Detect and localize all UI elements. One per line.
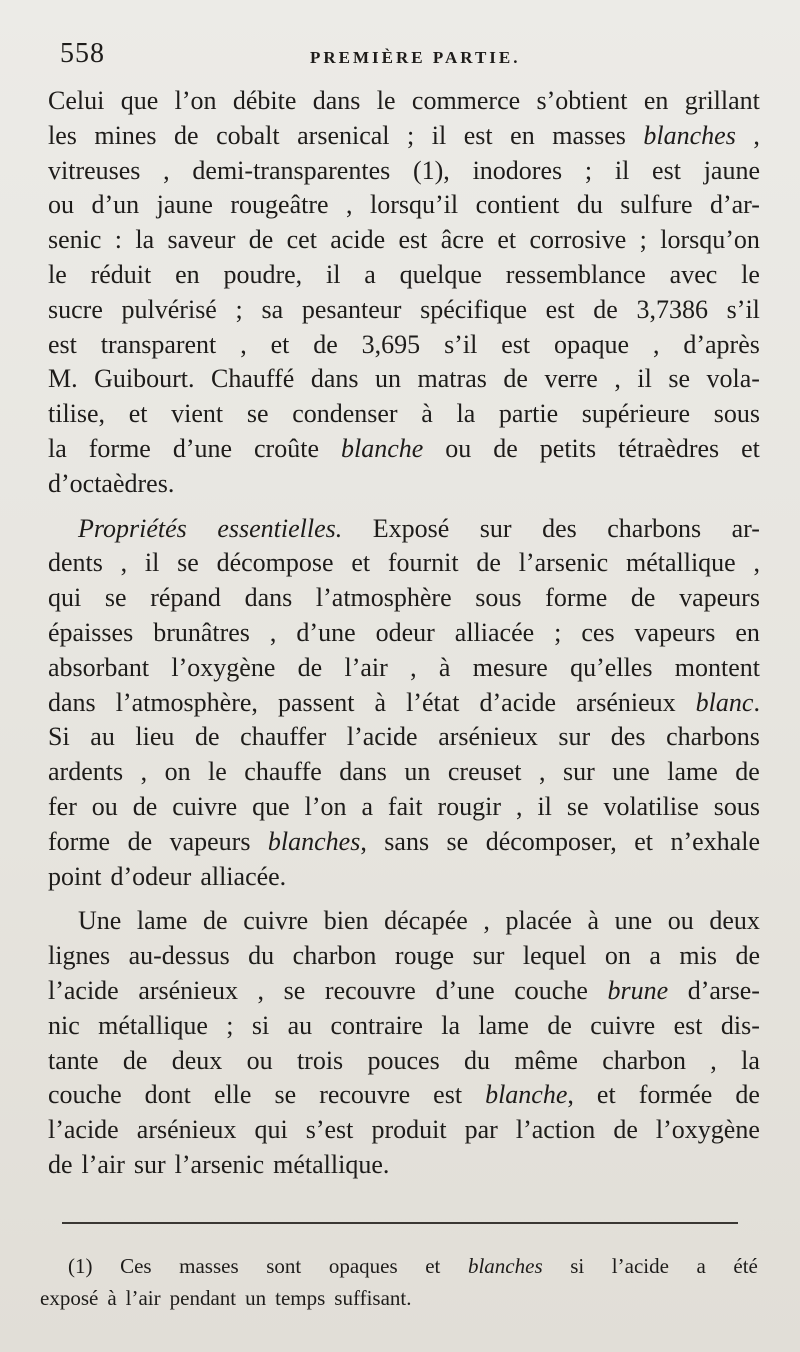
text-line: nic métallique ; si au contraire la lame de cuivre est dis-: [48, 1010, 760, 1040]
text-line: M. Guibourt. Chauffé dans un matras de verre , il se vola-: [48, 364, 760, 394]
running-head: PREMIÈRE PARTIE.: [310, 48, 521, 67]
text-line: absorbant l’oxygène de l’air , à mesure qu’elles montent: [48, 652, 760, 682]
text-line: point d’odeur alliacée.: [48, 861, 287, 891]
text-line: tante de deux ou trois pouces du même charbon , la: [48, 1045, 760, 1075]
text-line: ardents , on le chauffe dans un creuset , sur une lame de: [48, 757, 760, 787]
text-line: Si au lieu de chauffer l’acide arsénieux sur des charbons: [48, 722, 760, 752]
text-line: couche dont elle se recouvre est blanche, et formée de: [48, 1080, 760, 1110]
text-line: dents , il se décompose et fournit de l’arsenic métallique ,: [48, 548, 760, 578]
text-line: tilise, et vient se condenser à la partie supérieure sous: [48, 399, 760, 429]
text-line: lignes au-dessus du charbon rouge sur lequel on a mis de: [48, 941, 760, 971]
text-line: épaisses brunâtres , d’une odeur alliacée ; ces vapeurs en: [48, 617, 760, 647]
footnote-line: exposé à l’air pendant un temps suffisant.: [40, 1286, 412, 1310]
text-line: les mines de cobalt arsenical ; il est en masses blanches ,: [48, 120, 760, 150]
text-line: le réduit en poudre, il a quelque ressemblance avec le: [48, 259, 760, 289]
text-line: de l’air sur l’arsenic métallique.: [48, 1149, 390, 1179]
page-header: [60, 38, 760, 78]
text-line: Celui que l’on débite dans le commerce s’obtient en grillant: [48, 86, 760, 115]
text-line: est transparent , et de 3,695 s’il est opaque , d’après: [48, 329, 760, 359]
main-text: [48, 84, 760, 1183]
text-line: dans l’atmosphère, passent à l’état d’acide arsénieux blanc.: [48, 687, 760, 717]
text-line: qui se répand dans l’atmosphère sous forme de vapeurs: [48, 583, 760, 613]
text-line: l’acide arsénieux qui s’est produit par l’action de l’oxygène: [48, 1115, 760, 1145]
text-line: Une lame de cuivre bien décapée , placée à une ou deux: [78, 906, 760, 936]
text-line: ou d’un jaune rougeâtre , lorsqu’il contient du sulfure d’ar-: [48, 190, 760, 220]
footnote-line: (1) Ces masses sont opaques et blanches si l’acide a été: [68, 1254, 758, 1278]
footnote: [40, 1250, 758, 1314]
page-number: 558: [60, 38, 105, 69]
text-line: Propriétés essentielles. Exposé sur des charbons ar-: [78, 513, 760, 543]
footnote-divider: [62, 1222, 738, 1224]
text-line: la forme d’une croûte blanche ou de petits tétraèdres et: [48, 433, 760, 463]
text-line: l’acide arsénieux , se recouvre d’une couche brune d’arse-: [48, 975, 760, 1005]
text-line: sucre pulvérisé ; sa pesanteur spécifique est de 3,7386 s’il: [48, 294, 760, 324]
text-line: senic : la saveur de cet acide est âcre et corrosive ; lorsqu’on: [48, 225, 760, 255]
text-line: d’octaèdres.: [48, 468, 175, 498]
text-line: fer ou de cuivre que l’on a fait rougir , il se volatilise sous: [48, 791, 760, 821]
text-line: vitreuses , demi-transparentes (1), inodores ; il est jaune: [48, 155, 760, 185]
text-line: forme de vapeurs blanches, sans se décomposer, et n’exhale: [48, 826, 760, 856]
